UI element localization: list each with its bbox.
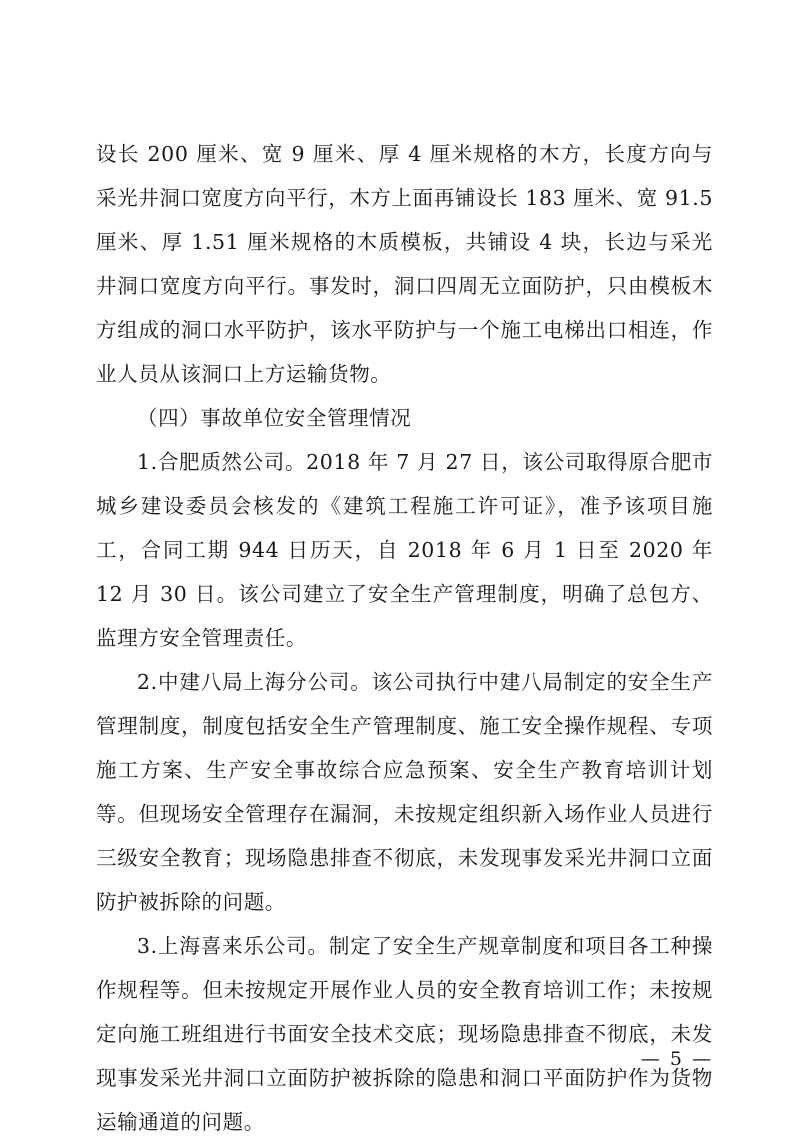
page-number: — 5 —: [640, 1048, 713, 1070]
paragraph-item-3: 3.上海喜来乐公司。制定了安全生产规章制度和项目各工种操作规程等。但未按规定开展作业人员的安全教育培训工作；未按规定向施工班组进行书面安全技术交底；现场隐患排查不彻底，未发现事发采光井洞口立面防护被拆除的隐患和洞口平面防护作为货物运输通道的问题。: [96, 934, 713, 1134]
paragraph-section-heading: （四）事故单位安全管理情况: [137, 406, 412, 430]
paragraph-wood-formwork: 设长 200 厘米、宽 9 厘米、厚 4 厘米规格的木方，长度方向与采光井洞口宽度方向平行，木方上面再铺设长 183 厘米、宽 91.5 厘米、厚 1.51 厘米规格的木质模板，共铺设 4 块，长边与采光井洞口宽度方向平行。事发时，洞口四周无立面防护，只由模板木方组成的洞口水平防护，该水平防护与一个施工电梯出口相连，作业人员从该洞口上方运输货物。: [96, 142, 713, 386]
paragraph-item-1: 1.合肥质然公司。2018 年 7 月 27 日，该公司取得原合肥市城乡建设委员会核发的《建筑工程施工许可证》，准予该项目施工，合同工期 944 日历天，自 2018 年 6 月 1 日至 2020 年 12 月 30 日。该公司建立了安全生产管理制度，明确了总包方、监理方安全管理责任。: [96, 450, 713, 650]
document-body: [96, 132, 713, 1144]
paragraph-item-2: 2.中建八局上海分公司。该公司执行中建八局制定的安全生产管理制度，制度包括安全生产管理制度、施工安全操作规程、专项施工方案、生产安全事故综合应急预案、安全生产教育培训计划等。但现场安全管理存在漏洞，未按规定组织新入场作业人员进行三级安全教育；现场隐患排查不彻底，未发现事发采光井洞口立面防护被拆除的问题。: [96, 670, 713, 914]
